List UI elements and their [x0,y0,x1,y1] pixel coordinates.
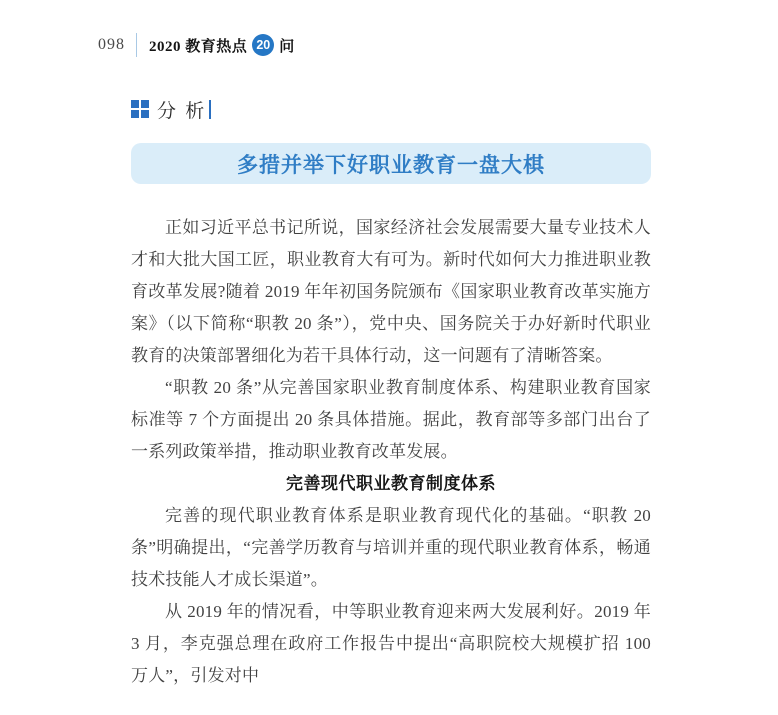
square-tile [141,110,149,118]
chapter-title: 多措并举下好职业教育一盘大棋 [237,153,545,177]
square-tile [131,100,139,108]
paragraph: 正如习近平总书记所说，国家经济社会发展需要大量专业技术人才和大批大国工匠，职业教育大有可为。新时代如何大力推进职业教育改革发展?随着 2019 年年初国务院颁布《国家职业教育改革实施方案》（以下简称“职教 20 条”），党中央、国务院关于办好新时代职业教育的决策部署细化为若干具体行动，这一问题有了清晰答案。 [131,218,651,365]
book-title [149,34,294,56]
header-divider [136,33,137,57]
section-label: 分 析 [157,100,207,122]
section-marker [131,99,211,122]
badge-20-icon: 20 [252,34,274,56]
article-body [131,212,651,692]
page-number: 098 [98,36,125,53]
paragraph: 从 2019 年的情况看，中等职业教育迎来两大发展利好。2019 年 3 月，李克强总理在政府工作报告中提出“高职院校大规模扩招 100 万人”，引发对中 [131,602,651,685]
chapter-banner [131,143,651,184]
running-header [98,33,294,57]
paragraph: “职教 20 条”从完善国家职业教育制度体系、构建职业教育国家标准等 7 个方面提出 20 条具体措施。据此，教育部等多部门出台了一系列政策举措，推动职业教育改革发展。 [131,378,651,461]
four-squares-icon [131,100,149,118]
book-title-prefix: 2020 教育热点 [149,38,248,55]
article-subheading: 完善现代职业教育制度体系 [286,474,496,493]
book-title-suffix: 问 [279,38,295,55]
square-tile [131,110,139,118]
paragraph: 完善的现代职业教育体系是职业教育现代化的基础。“职教 20 条”明确提出，“完善学历教育与培训并重的现代职业教育体系，畅通技术技能人才成长渠道”。 [131,506,651,589]
section-end-bar [209,100,211,119]
square-tile [141,100,149,108]
